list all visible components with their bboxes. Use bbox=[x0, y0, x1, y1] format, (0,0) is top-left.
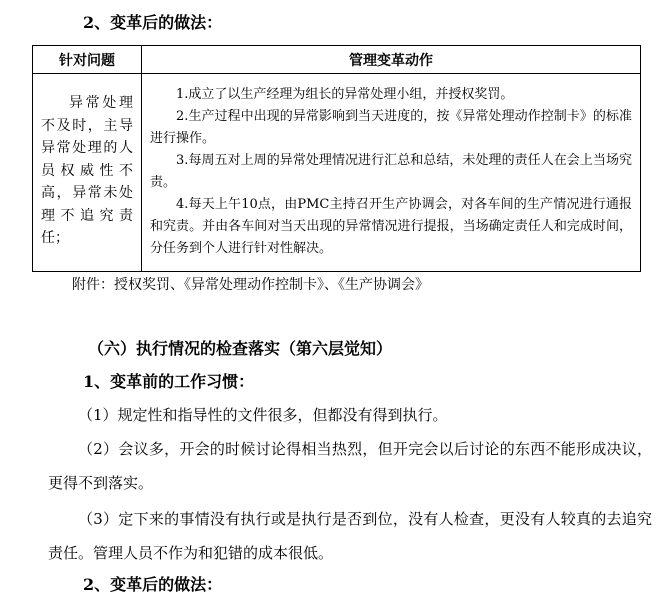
attachment-note: 附件：授权奖罚、《异常处理动作控制卡》、《生产协调会》 bbox=[72, 277, 429, 293]
column-header-problem: 针对问题 bbox=[33, 46, 142, 74]
before-item-3: （3）定下来的事情没有执行或是执行是否到位，没有人检查，更没有人较真的去追究责任。管理人员不作为和犯错的成本很低。 bbox=[48, 510, 652, 562]
before-item-2: （2）会议多，开会的时候讨论得相当热烈，但开完会以后讨论的东西不能形成决议，更得不到落实。 bbox=[48, 440, 652, 492]
action-item: 3.每周五对上周的异常处理情况进行汇总和总结，未处理的责任人在会上当场究责。 bbox=[150, 153, 632, 190]
table-header-row bbox=[33, 46, 641, 74]
actions-cell bbox=[142, 74, 641, 272]
table-row bbox=[33, 74, 641, 272]
action-item: 1.成立了以生产经理为组长的异常处理小组，并授权奖罚。 bbox=[176, 87, 514, 102]
section-heading-after-changes: 2、变革后的做法： bbox=[83, 13, 223, 32]
action-item: 4.每天上午10点，由PMC主持召开生产协调会，对各车间的生产情况进行通报和究责。并由各车间对当天出现的异常情况进行提报，当场确定责任人和完成时间，分任务到个人进行针对性解决。 bbox=[150, 197, 632, 256]
after-practice-heading: 2、变革后的做法： bbox=[83, 575, 223, 594]
section6-title: （六）执行情况的检查落实（第六层觉知） bbox=[88, 339, 393, 358]
before-habits-heading: 1、变革前的工作习惯： bbox=[83, 372, 255, 391]
problem-cell: 异常处理不及时，主导异常处理的人员权威性不高，异常未处理不追究责任； bbox=[33, 74, 142, 272]
before-item-1: （1）规定性和指导性的文件很多，但都没有得到执行。 bbox=[78, 406, 448, 424]
measures-table bbox=[32, 45, 641, 272]
action-item: 2.生产过程中出现的异常影响到当天进度的，按《异常处理动作控制卡》的标准进行操作。 bbox=[150, 109, 632, 146]
column-header-action: 管理变革动作 bbox=[142, 46, 641, 74]
